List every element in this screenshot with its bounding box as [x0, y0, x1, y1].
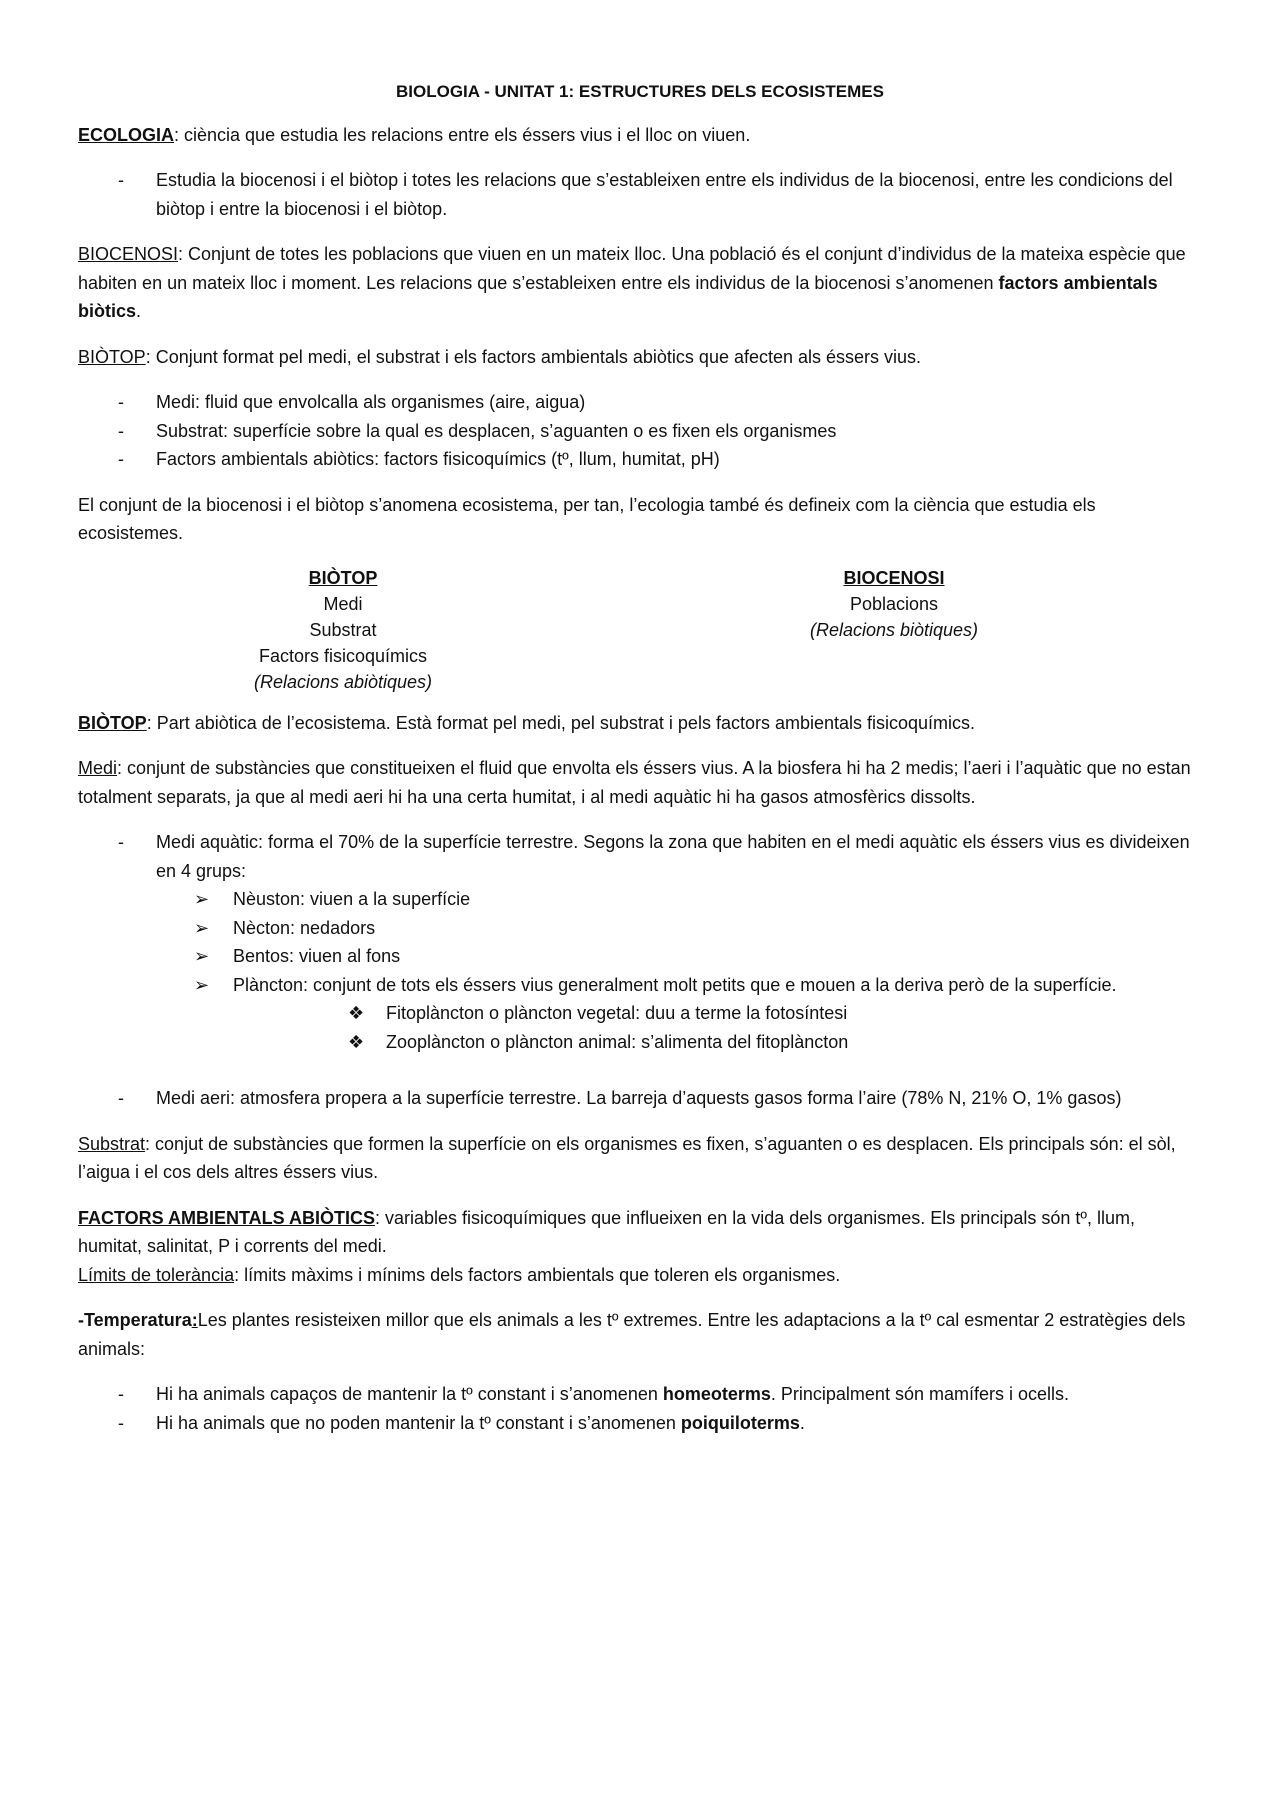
list-item [78, 1380, 1202, 1409]
table-cell: Medi [323, 593, 363, 614]
table-note: (Relacions abiòtiques) [253, 671, 433, 692]
medi-def: : conjunt de substàncies que constitueixen el fluid que envolta els éssers vius. A la biosfera hi ha 2 medis; l’aeri i l’aquàtic que no estan totalment separats, ja que al medi aeri hi ha una certa humitat, i al medi aquàtic hi ha gasos atmosfèrics dissolts. [78, 758, 1191, 807]
list-item-text: Hi ha animals que no poden mantenir la tº constant i s’anomenen [156, 1412, 681, 1433]
ecologia-list [78, 166, 1202, 223]
medi-list [78, 828, 1202, 885]
temperatura-colon: : [191, 1310, 198, 1330]
limits-term: Límits de tolerància [78, 1264, 235, 1285]
list-item [78, 828, 1202, 885]
temperatura-prefix: - [78, 1310, 84, 1330]
table-column-biotop [243, 565, 443, 695]
medi-definition [78, 754, 1202, 811]
biotop-def: : Conjunt format pel medi, el substrat i els factors ambientals abiòtics que afecten als éssers vius. [145, 346, 922, 367]
list-item: - Factors ambientals abiòtics: factors fisicoquímics (tº, llum, humitat, pH) [78, 445, 1202, 474]
list-item-text: . Principalment són mamífers i ocells. [770, 1384, 1069, 1404]
list-item [78, 999, 1202, 1028]
aquatic-groups-list [78, 885, 1202, 999]
ecosistema-paragraph: El conjunt de la biocenosi i el biòtop s’anomena ecosistema, per tan, l’ecologia també és defineix com la ciència que estudia els ecosistemes. [78, 494, 1096, 543]
list-item-text: Plàncton: conjunt de tots els éssers vius generalment molt petits que e mouen a la deriva però de la superfície. [233, 974, 1117, 995]
temperatura-paragraph [78, 1306, 1202, 1363]
biotop-def-2: : Part abiòtica de l’ecosistema. Està format pel medi, pel substrat i pels factors ambientals fisicoquímics. [146, 712, 976, 733]
factors-definition [78, 1204, 1202, 1290]
table-cell: Factors fisicoquímics [258, 645, 428, 666]
biotop-definition [78, 343, 1202, 372]
temperatura-list [78, 1380, 1202, 1437]
ecologia-definition [78, 121, 1202, 150]
biotop-definition-2 [78, 709, 1202, 738]
diamond-icon: ❖ [348, 1031, 365, 1052]
list-item-text: Fitoplàncton o plàncton vegetal: duu a terme la fotosíntesi [386, 1003, 848, 1023]
list-item-text: Hi ha animals capaços de mantenir la tº constant i s’anomenen [156, 1384, 663, 1404]
factors-term: FACTORS AMBIENTALS ABIÒTICS [78, 1207, 375, 1228]
poiquiloterms-term: poiquiloterms [680, 1412, 800, 1433]
substrat-def: : conjut de substàncies que formen la superfície on els organismes es fixen, s’aguanten o es desplacen. Els principals són: el sòl, l’aigua i el cos dels altres éssers vius. [78, 1133, 1176, 1182]
table-header: BIÒTOP [308, 567, 378, 588]
temperatura-def: Les plantes resisteixen millor que els animals a les tº extremes. Entre les adaptacions a la tº cal esmentar 2 estratègies dels animals: [78, 1310, 1186, 1359]
table-note: (Relacions biòtiques) [809, 619, 979, 640]
list-item: - Estudia la biocenosi i el biòtop i totes les relacions que s’estableixen entre els individus de la biocenosi, entre les condicions del biòtop i entre la biocenosi i el biòtop. [78, 166, 1202, 223]
biocenosi-bold: factors ambientals biòtics [78, 272, 1158, 321]
biotop-biocenosi-table [78, 565, 1202, 695]
biocenosi-end: . [136, 301, 142, 321]
list-item [78, 942, 1202, 971]
list-item [78, 1409, 1202, 1438]
substrat-term: Substrat [78, 1133, 146, 1154]
biotop-term: BIÒTOP [78, 346, 146, 367]
biocenosi-definition [78, 240, 1202, 326]
list-item: - Substrat: superfície sobre la qual es desplacen, s’aguanten o es fixen els organismes [78, 417, 1202, 446]
medi-aquatic: Medi aquàtic: forma el 70% de la superfície terrestre. Segons la zona que habiten en el medi aquàtic els éssers vius es divideixen en 4 grups: [156, 832, 1190, 881]
document-page [78, 78, 1202, 1454]
biotop-term-2: BIÒTOP [78, 712, 147, 733]
arrow-icon: ➢ [194, 917, 210, 938]
list-item-text: Nèuston: viuen a la superfície [233, 889, 471, 909]
table-column-biocenosi [794, 565, 994, 643]
list-item-text: Bentos: viuen al fons [233, 946, 401, 966]
list-item-text: Nècton: nedadors [233, 917, 376, 938]
list-item-text: Zooplàncton o plàncton animal: s’alimenta del fitoplàncton [386, 1031, 849, 1052]
list-item-text: . [799, 1412, 805, 1433]
list-item: - Medi aeri: atmosfera propera a la superfície terrestre. La barreja d’aquests gasos forma l’aire (78% N, 21% O, 1% gasos) [78, 1084, 1202, 1113]
homeoterms-term: homeoterms [662, 1384, 771, 1404]
list-item: - Medi: fluid que envolcalla als organismes (aire, aigua) [78, 388, 1202, 417]
list-item [78, 885, 1202, 914]
page-title: BIOLOGIA - UNITAT 1: ESTRUCTURES DELS ECOSISTEMES [396, 82, 884, 101]
limits-def: : límits màxims i mínims dels factors ambientals que toleren els organismes. [234, 1264, 841, 1285]
arrow-icon: ➢ [194, 889, 210, 909]
list-item [78, 914, 1202, 943]
table-cell: Poblacions [849, 593, 939, 614]
ecologia-def: : ciència que estudia les relacions entre els éssers vius i el lloc on viuen. [174, 124, 751, 145]
biocenosi-def: : Conjunt de totes les poblacions que viuen en un mateix lloc. Una població és el conjunt d’individus de la mateixa espècie que habiten en un mateix lloc i moment. Les relacions que s’estableixen entre els individus de la biocenosi s’anomenen [78, 244, 1186, 293]
list-item [78, 1028, 1202, 1057]
list-item [78, 971, 1202, 1000]
biotop-list [78, 388, 1202, 474]
table-header: BIOCENOSI [843, 567, 945, 588]
diamond-icon: ❖ [348, 1003, 365, 1023]
table-cell: Substrat [309, 619, 377, 640]
arrow-icon: ➢ [194, 946, 210, 966]
factors-def: : variables fisicoquímiques que influeixen en la vida dels organismes. Els principals són tº, llum, humitat, salinitat, P i corrents del medi. [78, 1207, 1135, 1256]
biocenosi-term: BIOCENOSI [78, 244, 179, 264]
ecologia-term: ECOLOGIA [78, 124, 175, 145]
temperatura-term: Temperatura [84, 1310, 192, 1330]
substrat-definition [78, 1130, 1202, 1187]
arrow-icon: ➢ [194, 974, 210, 995]
medi-term: Medi [78, 758, 118, 778]
plankton-list [78, 999, 1202, 1056]
medi-aeri-list [78, 1084, 1202, 1113]
